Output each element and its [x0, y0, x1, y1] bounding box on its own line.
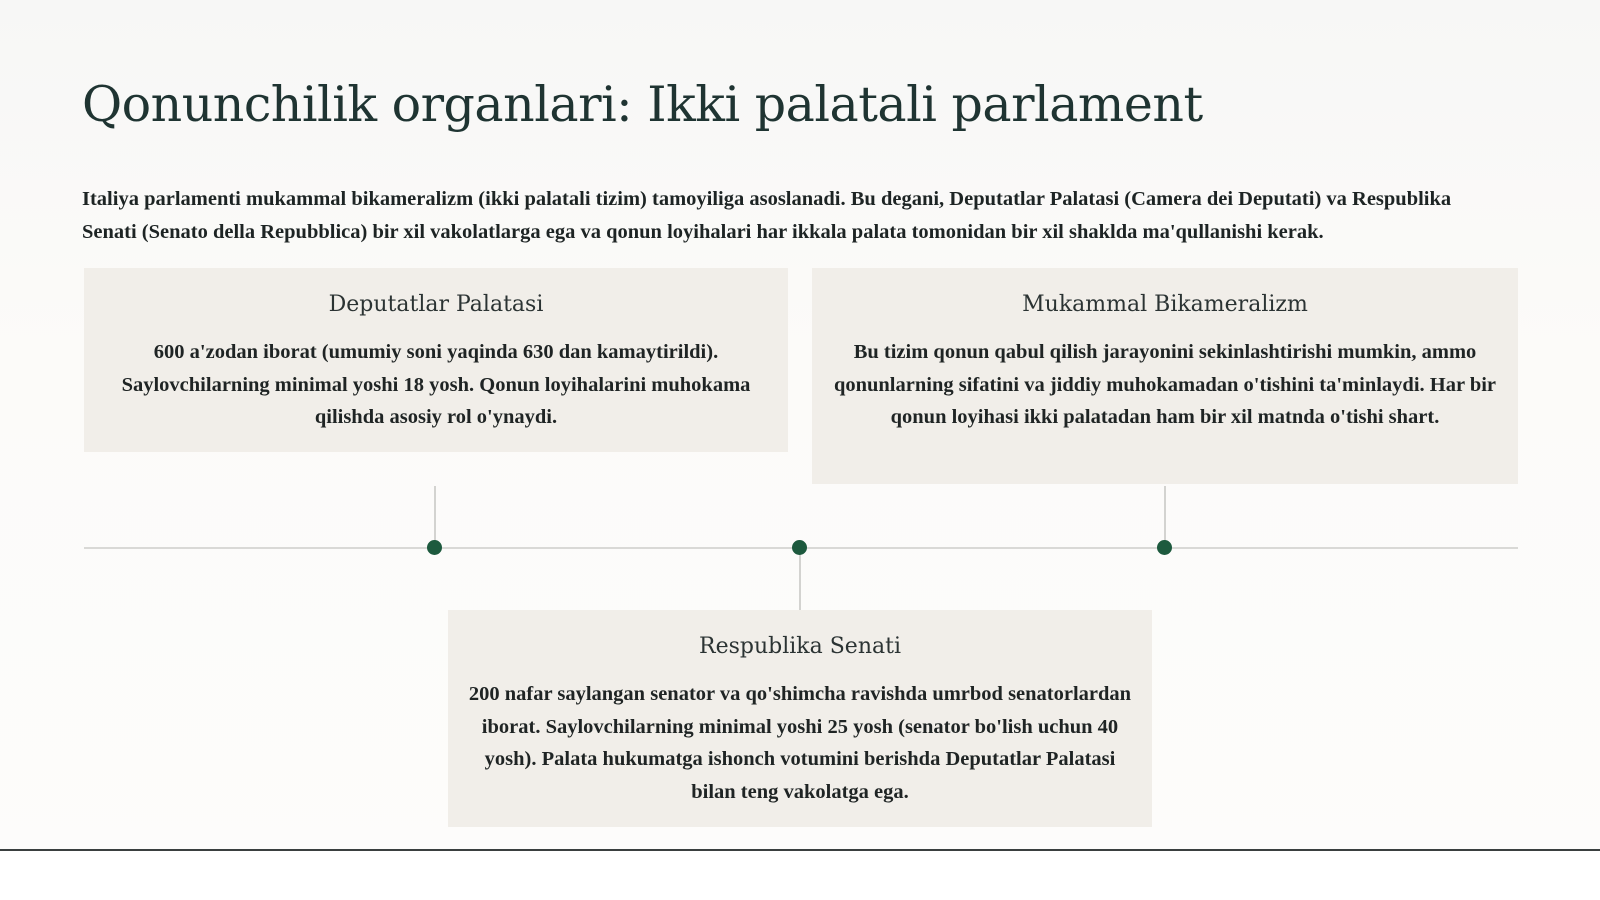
card-body: 600 a'zodan iborat (umumiy soni yaqinda 630 dan kamaytirildi). Saylovchilarning minimal yoshi 18 yosh. Qonun loyihalarini muhokama qilishda asosiy rol o'ynaydi. — [121, 341, 751, 428]
card-heading: Mukammal Bikameralizm — [1022, 292, 1308, 317]
intro-paragraph: Italiya parlamenti mukammal bikameralizm (ikki palatali tizim) tamoyiliga asoslanadi. Bu degani, Deputatlar Palatasi (Camera dei Deputati) va Respublika Senati (Senato della Repubblica) bir xil vakolatlarga ega va qonun loyihalari har ikkala palata tomonidan bir xil shaklda ma'qullanishi kerak. — [82, 188, 1452, 243]
timeline-connector — [799, 548, 801, 610]
card-body: 200 nafar saylangan senator va qo'shimcha ravishda umrbod senatorlardan iborat. Saylovchilarning minimal yoshi 25 yosh (senator bo'lish uchun 40 yosh). Palata hukumatga ishonch votumini berishda Deputatlar Palatasi bilan teng vakolatga ega. — [468, 683, 1132, 803]
card-body: Bu tizim qonun qabul qilish jarayonini sekinlashtirishi mumkin, ammo qonunlarning sifatini va jiddiy muhokamadan o'tishini ta'minlaydi. Har bir qonun loyihasi ikki palatadan ham bir xil matnda o'tishi shart. — [833, 341, 1497, 428]
card-senate — [448, 610, 1152, 827]
card-heading: Deputatlar Palatasi — [328, 292, 544, 317]
card-perfect-bicameralism — [812, 268, 1518, 484]
timeline-dot — [1157, 540, 1172, 555]
timeline-connector — [1164, 486, 1166, 548]
timeline-dot — [427, 540, 442, 555]
timeline-dot — [792, 540, 807, 555]
card-heading: Respublika Senati — [699, 634, 901, 659]
timeline-connector — [434, 486, 436, 548]
bottom-bar — [0, 851, 1600, 900]
page-title: Qonunchilik organlari: Ikki palatali parlament — [82, 76, 1203, 133]
card-chamber-of-deputies — [84, 268, 788, 452]
